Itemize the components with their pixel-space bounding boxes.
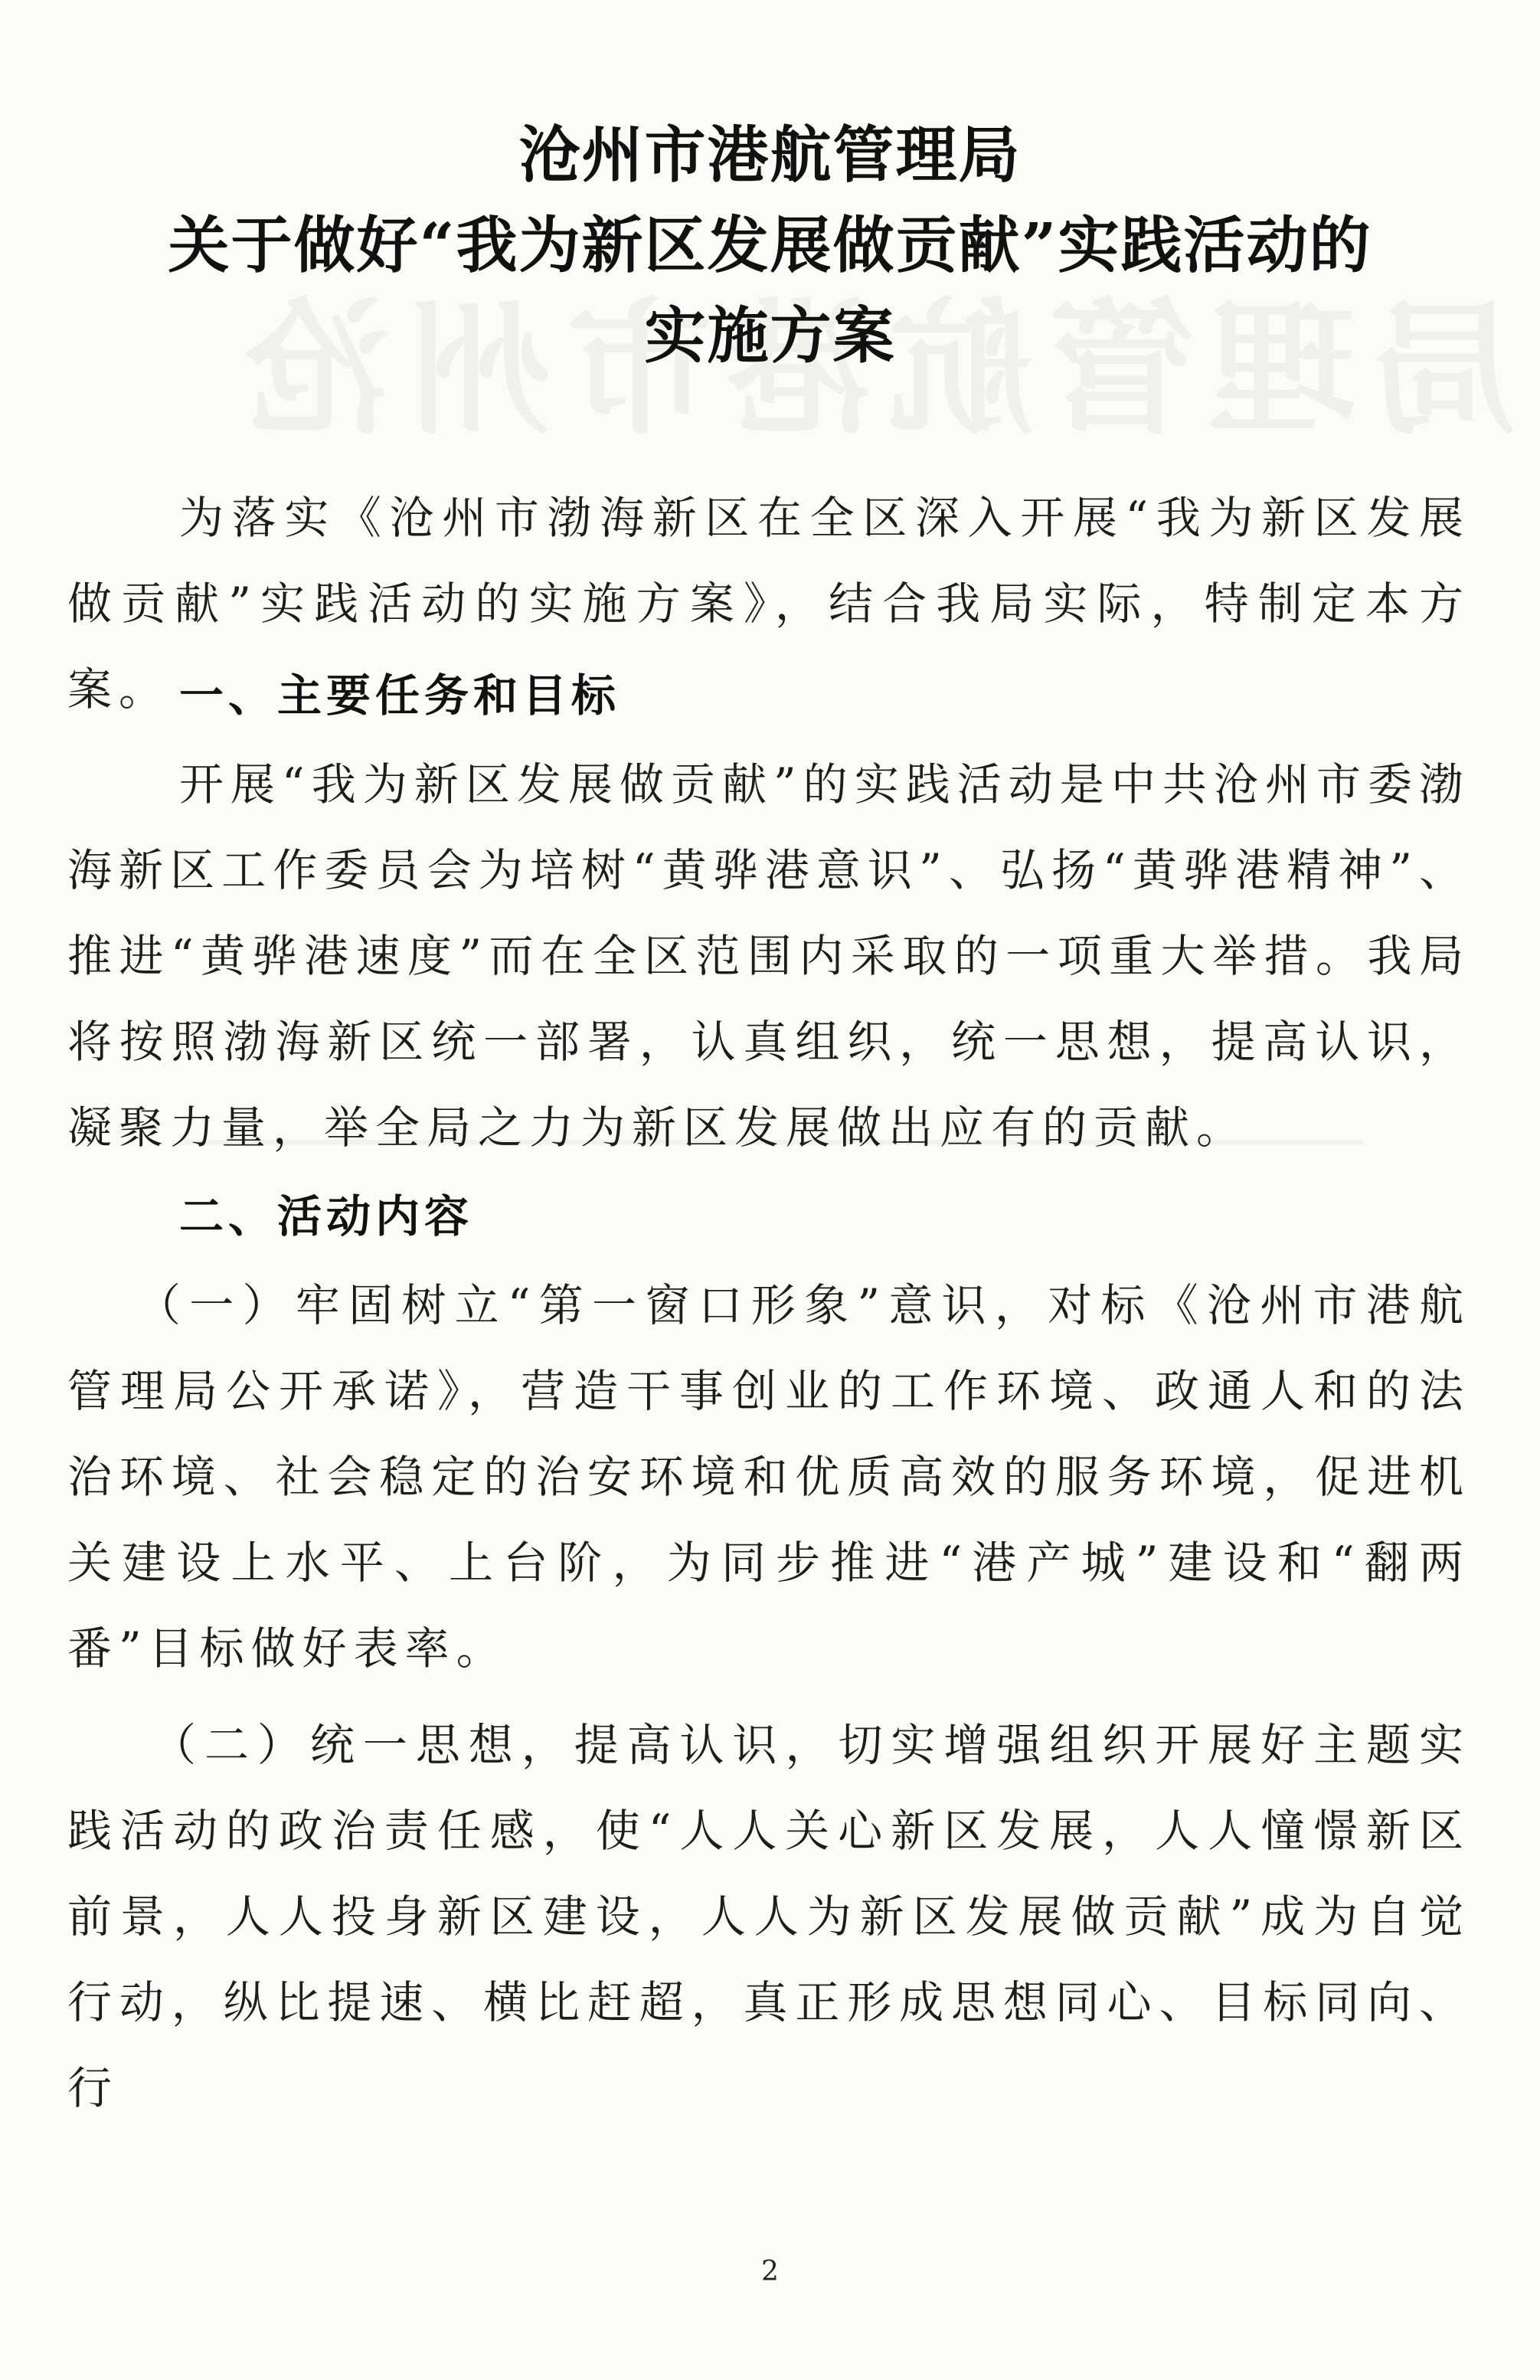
section-1-heading: 一、主要任务和目标 (179, 669, 621, 722)
page-number: 2 (761, 2256, 779, 2287)
document-title-line-2: 关于做好“我为新区发展做贡献”实践活动的 (168, 209, 1372, 281)
document-title-line-3: 实施方案 (644, 300, 896, 372)
section-2-item-2: （二）统一思想，提高认识，切实增强组织开展好主题实践活动的政治责任感，使“人人关心新区发展，人人憧憬新区前景，人人投身新区建设，人人为新区发展做贡献”成为自觉行动，纵比提速、横比赶超，真正形成思想同心、目标同向、行 (67, 1719, 1470, 2114)
section-2-heading: 二、活动内容 (179, 1190, 474, 1242)
section-1-paragraph: 开展“我为新区发展做贡献”的实践活动是中共沧州市委渤海新区工作委员会为培树“黄骅港意识”、弘扬“黄骅港精神”、推进“黄骅港速度”而在全区范围内采取的一项重大举措。我局将按照渤海新区统一部署，认真组织，统一思想，提高认识，凝聚力量，举全局之力为新区发展做出应有的贡献。 (67, 758, 1470, 1154)
intro-paragraph: 为落实《沧州市渤海新区在全区深入开展“我为新区发展做贡献”实践活动的实施方案》，结合我局实际，特制定本方案。 (67, 492, 1470, 715)
document-title-line-1: 沧州市港航管理局 (518, 119, 1022, 191)
section-2-item-1: （一）牢固树立“第一窗口形象”意识，对标《沧州市港航管理局公开承诺》，营造干事创业的工作环境、政通人和的法治环境、社会稳定的治安环境和优质高效的服务环境，促进机关建设上水平、上台阶，为同步推进“港产城”建设和“翻两番”目标做好表率。 (67, 1279, 1470, 1675)
